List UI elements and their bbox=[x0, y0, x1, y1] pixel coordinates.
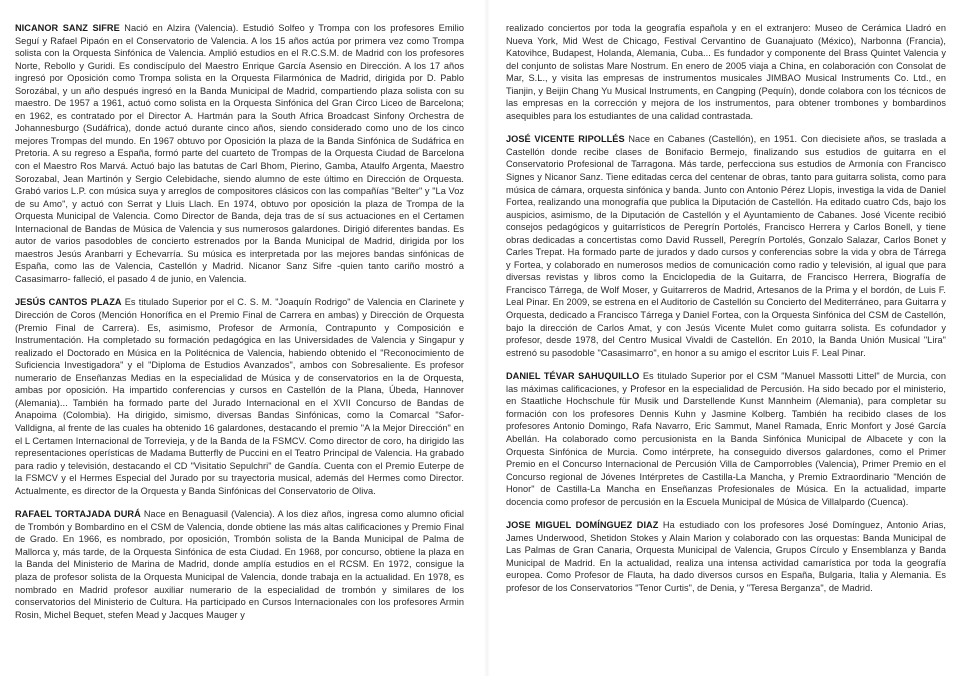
bio-name: RAFAEL TORTAJADA DURÁ bbox=[15, 509, 141, 520]
bio-jose-miguel-dominguez-diaz bbox=[506, 519, 946, 594]
bio-text: Nace en Cabanes (Castellón), en 1951. Con diecisiete años, se traslada a Castellón donde recibe clases de Bonifacio Bermejo, finalizando sus estudios de guitarra en el Conservatorio Profesional de Tarragona. Más tarde, perfecciona sus estudios de Armonía con Francisco Signes y Nicanor Sanz. Tiene editadas cerca del centenar de obras, tanto para guitarra solista, como para música de cámara, orquesta sinfónica y banda. Junto con Antonio Pérez Llopis, investiga la vida de Daniel Fortea, realizando una monografía que publica la Diputación de Castellón. Ha editado cuatro Cds, bajo los auspicios, asimismo, de la Diputación de Castellón y el Ayuntamiento de Cabanes. José Vicente recibió consejos pedagógicos y guitarrísticos de Peregrín Portolés, Francisco Herrera y Carlos Bonell, y tiene obras dedicadas a concertistas como David Russell, Peregrín Portolés, Gonzalo Salazar, Carlos Bonet y Carles Trepat. Ha formado parte de jurados y dado cursos y conferencias sobre la vida y obra de Tárrega y Fortea, y colaborado en numerosos medios de comunicación como radio y televisión, al igual que para diversas revistas y libros como la Enciclopedia de la Guitarra, de Francisco Herrera, Biografía de Francisco Tárrega, de Wolf Moser, y Guitarreros de Madrid, Artesanos de la Prima y el bordón, de Luis F. Leal Pinar. En 2009, se estrena en el Auditorio de Castellón su Concierto del Mediterráneo, para Guitarra y Orquesta, dedicado a Francisco Tárrega y Daniel Fortea, con la Orquesta Sinfónica del CSM de Castellón, bajo la dirección de Carlos Amat, y con Jesús Vicente Mulet como guitarra solista. Es cofundador y profesor, desde 1978, del Centro Musical Vivaldi de Castellón. En 2010, la Banda Unión Musical "Lira" estrenó su pasodoble "Casasimarro", en honor a su amigo el escritor Luis F. Leal Pinar. bbox=[506, 134, 946, 358]
bio-nicanor-sanz-sifre bbox=[15, 22, 464, 285]
bio-text: realizado conciertos por toda la geografía española y en el extranjero: Museo de Cerámica Lladró en Nueva York, Mid West de Chicago, Festival Cervantino de Guanajuato (México), Narbonna (Francia), Katovihce, Budapest, Holanda, Alemania, Cuba... Es fundador y componente del Brass Quintet Valencia y del conjunto de solistas Mare Nostrum. En enero de 2005 viaja a China, en colaboración con Consolat de Mar, S.L., y visita las empresas de instrumentos musicales JIMBAO Musical Instruments Co. Ltd., en Tianjin, y Beijin Chang Yu Musical Instruments, en Cangping (Pequín), donde colabora con los técnicos de las empresas en la corrección y mejora de los instrumentos, para obtener trombones y bombardinos asequibles para los estudiantes de una calidad contrastada. bbox=[506, 23, 946, 121]
bio-jose-vicente-ripolles bbox=[506, 133, 946, 359]
bio-name: JOSE MIGUEL DOMÍNGUEZ DIAZ bbox=[506, 520, 659, 531]
left-page-column bbox=[15, 22, 464, 632]
bio-name: JESÚS CANTOS PLAZA bbox=[15, 297, 122, 308]
bio-name: JOSÉ VICENTE RIPOLLÉS bbox=[506, 134, 625, 145]
bio-daniel-tevar-sahuquillo bbox=[506, 370, 946, 508]
bio-rafael-tortajada-dura bbox=[15, 508, 464, 621]
bio-text: Es titulado Superior por el CSM "Manuel Massotti Littel" de Murcia, con las máximas calificaciones, y Profesor en la especialidad de Percusión. Ha sido becado por el ministerio, en Staatliche Hochschule für Musik und Darstellende Kunst Mannheim (Alemania), para completar su formación con los profesores Dennis Kuhn y Jasmine Kolberg. También ha recibido clases de los profesores Antonio Domingo, Rafa Navarro, Eric Sammut, Manel Ramada, Enric Monfort y José García Abellán. Ha colaborado como percusionista en la Banda Sinfónica Municipal de Albacete y con la Orquesta Sinfónica de Murcia. Como intérprete, ha conseguido diversos galardones, como el Primer Premio en el Concurso Internacional de Percusión Villa de Camporrobles (Valencia), Primer Premio en el Concurso regional de Jóvenes Intérpretes de Castilla-La Mancha, y Premio Extraordinario "Mención de Honor" de Castilla-La Mancha en Enseñanzas Profesionales de Música. En la actualidad, imparte docencia como profesor de percusión en la Escuela Municipal de Música de Villalpardo (Cuenca). bbox=[506, 371, 946, 507]
bio-jesus-cantos-plaza bbox=[15, 296, 464, 497]
right-page-column bbox=[506, 22, 946, 606]
bio-name: NICANOR SANZ SIFRE bbox=[15, 23, 120, 33]
bio-text: Ha estudiado con los profesores José Domínguez, Antonio Arias, James Underwood, Shetidon Stokes y Alain Marion y colaborado con las orquestas: Banda Municipal de Las Palmas de Gran Canaria, Orquesta Municipal de Valencia, Grupos Círculo y Ensemblanza y Banda Municipal de Madrid. En la actualidad, realiza una intensa actividad camarística por toda la geografía europea. Como Profesor de Flauta, ha dado diversos cursos en España, Bulgaria, Italia y Alemania. Es profesor de los Conservatorios "Tenor Curtis", de Denia, y "Teresa Berganza", de Madrid. bbox=[506, 520, 947, 593]
bio-rafael-tortajada-continued bbox=[506, 22, 946, 122]
bio-name: DANIEL TÉVAR SAHUQUILLO bbox=[506, 371, 640, 382]
page-fold bbox=[484, 0, 490, 676]
bio-text: Es titulado Superior por el C. S. M. "Joaquín Rodrigo" de Valencia en Clarinete y Dirección de Coros (Mención Honorífica en el Premio Final de Carrera en ambas) y Dirección de Orquesta (Premio Final de Carrera). Es, asimismo, Profesor de Armonía, Contrapunto y Composición e Instrumentación. Ha completado su formación pedagógica en las Universidades de Valencia y Singapur y realizado el Doctorado en Música en la Politécnica de Valencia, habiendo obtenido el "Reconocimiento de Suficiencia Investigadora" y el "Diploma de Estudios Avanzados", ambos con Sobresaliente. Es profesor numerario de Enseñanzas Medias en la especialidad de Música y de conservatorios en la de Orquesta, ambas por oposición. Ha impartido conferencias y cursos en Castellón de la Plana, Úbeda, Hannover (Alemania)... También ha formado parte del Jurado Internacional en el XVII Concurso de Bandas de Anapoima (Colombia). Ha dirigido, simismo, diversas Bandas Sinfónicas, como la Comarcal "Safor-Valldigna, al frente de las cuales ha obtenido 16 galardones, destacando el premio "A la Mejor Dirección" en el L Certamen Internacional de Torrevieja, y de la Banda de la FSMCV. Como director de coro, ha dirigido las representaciones operísticas de Madama Butterfly de Puccini en el Teatro Principal de Valencia. Ha grabado para radio y televisión, destacando el CD "Visitatio Sepulchri" de Gandía. Cuenta con el Premio Euterpe de la FSMCV y el Hermes Especial del Jurado por su trayectoria musical, además del Hermes como Director. Actualmente, es director de la Orquesta y Banda Sinfónicas del Conservatorio de Oliva. bbox=[15, 297, 464, 496]
bio-text: Nació en Alzira (Valencia). Estudió Solfeo y Trompa con los profesores Emilio Seguí y Rafael Pipaón en el Conservatorio de Valencia. A los 15 años actúa por primera vez como Trompa solista con la Orquesta Sinfónica de Valencia. Amplió estudios en el R.C.S.M. de Madrid con los profesores Norte, Rebollo y Guridi. Es condiscípulo del Maestro Enrique García Asensio en Dirección. A los 17 años ingresó por Oposición como Trompa solista en la Orquesta Filarmónica de Madrid, dirigida por D. Pablo Sorozábal, y un año después ingresó en la Banda Municipal de Madrid, compartiendo plaza solista con su maestro. De 1957 a 1961, actuó como solista en la Orquesta Sinfónica del Gran Circo Liceo de Barcelona; en 1962, es contratado por el Director A. Hartmán para la South Africa Broadcast Sinfony Orchestra de Johannesburgo (Sudáfrica), donde actuó durante cinco años, siendo considerado como uno de los cinco mejores Trompas del mundo. En 1967 obtuvo por Oposición la plaza de la Banda Sinfónica de Sudáfrica en Pretoria. A su regreso a España, formó parte del cuarteto de Trompas de la Orquesta Ciudad de Barcelona con el Maestro Ros Marvá. Actuó bajo las batutas de Carl Bhom, Pierino, Gamba, Ataulfo Argenta, Maestro Sorozabal, Jean Martinón y Sergio Celebidache, siendo alumno de este último en Dirección de Orquesta. Grabó varios L.P. con música suya y arreglos de compositores clásicos con las compañías "Belter" y "La Voz de su Amo", y actuó con Serrat y Lluis Llach. En 1974, obtuvo por oposición la plaza de Trompa de la Orquesta Municipal de Valencia. Como Director de Banda, deja tras de sí sus actuaciones en el Certamen Internacional de Bandas de Música de Valencia y sus numerosos galardones. Dirigió diferentes bandas. Es autor de varios pasodobles de concierto estrenados por la Banda Municipal de Madrid, dirigida por los maestros Jesús Aranbarri y Echevarría. Su música es interpretada por las mejores bandas sinfónicas de España, como las de Valencia, Castellón y Madrid. Nicanor Sanz Sifre -quien tanto cariño mostró a Casasimarro- falleció, el pasado 4 de junio, en Valencia. bbox=[15, 23, 464, 284]
bio-text: Nace en Benaguasil (Valencia). A los diez años, ingresa como alumno oficial de Trombón y Bombardino en el CSM de Valencia, donde obtiene las más altas calificaciones y Premio Final de Grado. En 1966, es nombrado, por oposición, Trombón solista de la Banda Municipal de Palma de Mallorca y, más tarde, de la Orquesta Sinfónica de esta Ciudad. En 1968, por concurso, obtiene la plaza en la Banda del Ministerio de Marina de Madrid, donde amplía estudios en el RCSM. En 1972, consigue la plaza de profesor solista de la Orquesta Municipal de Valencia, donde trabaja en la actualidad. En 1978, es nombrado en Madrid profesor auxiliar numerario de la especialidad de trombón y similares de los conservatorios del Ministerio de Cultura. Ha participado en Cursos Internacionales con los profesores Armin Rosin, Michel Bequet, stefen Mead y Jacques Mauger y bbox=[15, 509, 464, 620]
